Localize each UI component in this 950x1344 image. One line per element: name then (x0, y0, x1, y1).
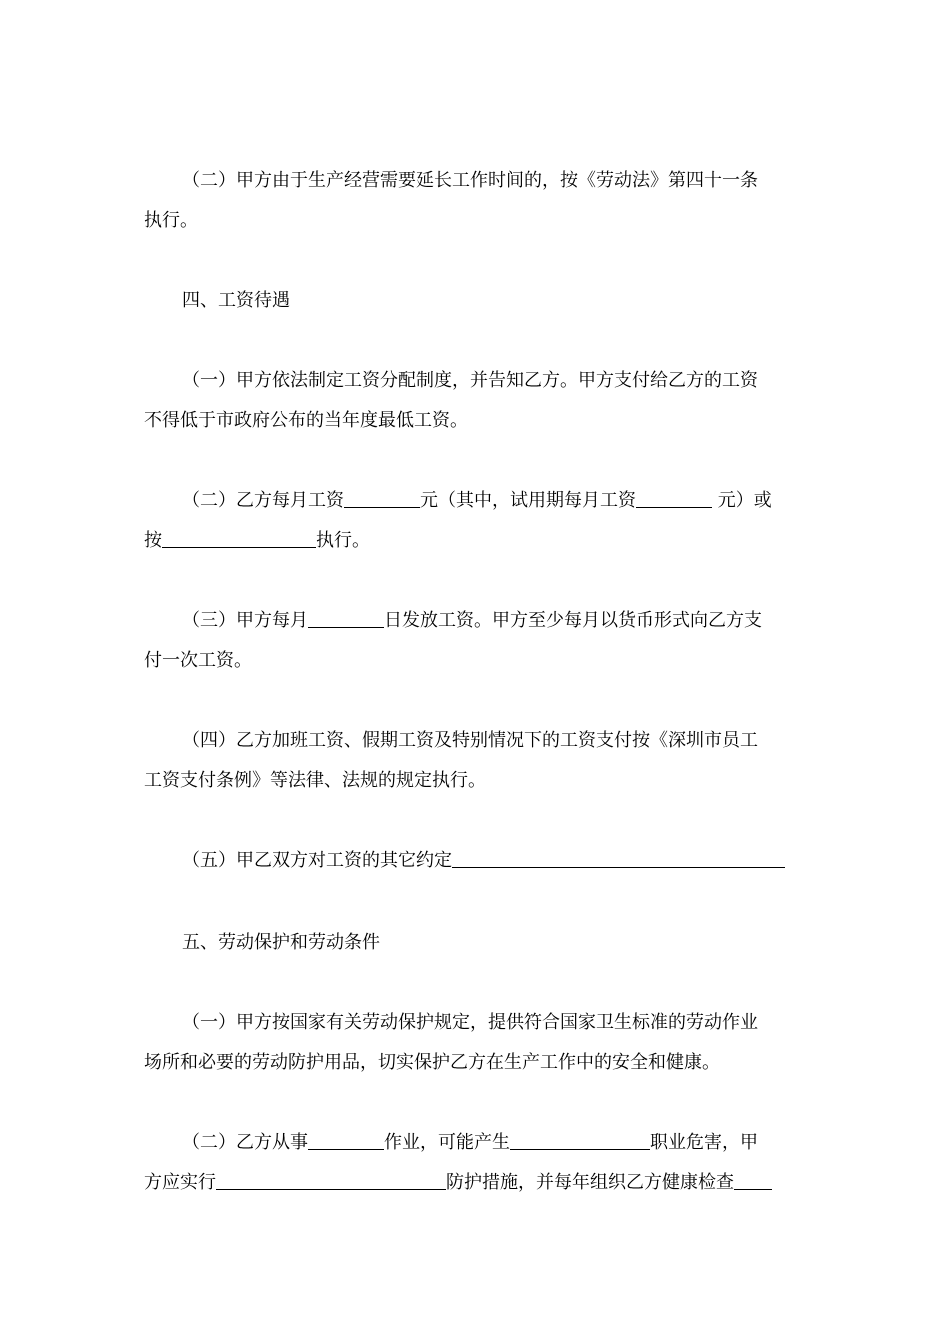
other-wage-agreement-blank[interactable] (452, 850, 785, 868)
paragraph-occupational-hazard-line-2 (144, 1172, 772, 1194)
probation-wage-label: 元（其中，试用期每月工资 (420, 490, 636, 511)
paragraph-payday-line-1 (182, 610, 762, 632)
paragraph-overtime-line-2: 执行。 (144, 210, 198, 231)
paragraph-overtime-pay-line-2: 工资支付条例》等法律、法规的规定执行。 (144, 770, 486, 791)
monthly-wage-tail: 元）或 (712, 490, 772, 511)
monthly-wage-blank[interactable] (344, 490, 420, 508)
health-check-blank[interactable] (734, 1172, 772, 1190)
payday-blank[interactable] (308, 610, 384, 628)
occupation-label: （二）乙方从事 (182, 1132, 308, 1153)
monthly-wage-label: （二）乙方每月工资 (182, 490, 344, 511)
health-check-label: 防护措施，并每年组织乙方健康检查 (446, 1172, 734, 1193)
protection-measure-label: 方应实行 (144, 1172, 216, 1193)
hazard-tail: 职业危害，甲 (650, 1132, 758, 1153)
wage-basis-blank[interactable] (162, 530, 316, 548)
section-heading-wages: 四、工资待遇 (182, 290, 290, 311)
paragraph-other-wage-agreement (182, 850, 785, 872)
paragraph-overtime-line-1: （二）甲方由于生产经营需要延长工作时间的，按《劳动法》第四十一条 (182, 170, 758, 191)
wage-basis-tail: 执行。 (316, 530, 370, 551)
other-wage-agreement-label: （五）甲乙双方对工资的其它约定 (182, 850, 452, 871)
paragraph-protection-line-2: 场所和必要的劳动防护用品，切实保护乙方在生产工作中的安全和健康。 (144, 1052, 720, 1073)
hazard-blank[interactable] (510, 1132, 650, 1150)
paragraph-occupational-hazard-line-1 (182, 1132, 758, 1154)
paragraph-overtime-pay-line-1: （四）乙方加班工资、假期工资及特别情况下的工资支付按《深圳市员工 (182, 730, 758, 751)
occupation-blank[interactable] (308, 1132, 384, 1150)
wage-basis-label: 按 (144, 530, 162, 551)
payday-tail: 日发放工资。甲方至少每月以货币形式向乙方支 (384, 610, 762, 631)
paragraph-monthly-wage-line-2 (144, 530, 370, 552)
hazard-label: 作业，可能产生 (384, 1132, 510, 1153)
paragraph-monthly-wage-line-1 (182, 490, 772, 512)
paragraph-wage-system-line-1: （一）甲方依法制定工资分配制度，并告知乙方。甲方支付给乙方的工资 (182, 370, 758, 391)
section-heading-labor-protection: 五、劳动保护和劳动条件 (182, 932, 380, 953)
paragraph-wage-system-line-2: 不得低于市政府公布的当年度最低工资。 (144, 410, 468, 431)
protection-measure-blank[interactable] (216, 1172, 446, 1190)
paragraph-payday-line-2: 付一次工资。 (144, 650, 252, 671)
paragraph-protection-line-1: （一）甲方按国家有关劳动保护规定，提供符合国家卫生标准的劳动作业 (182, 1012, 758, 1033)
payday-label: （三）甲方每月 (182, 610, 308, 631)
probation-wage-blank[interactable] (636, 490, 712, 508)
